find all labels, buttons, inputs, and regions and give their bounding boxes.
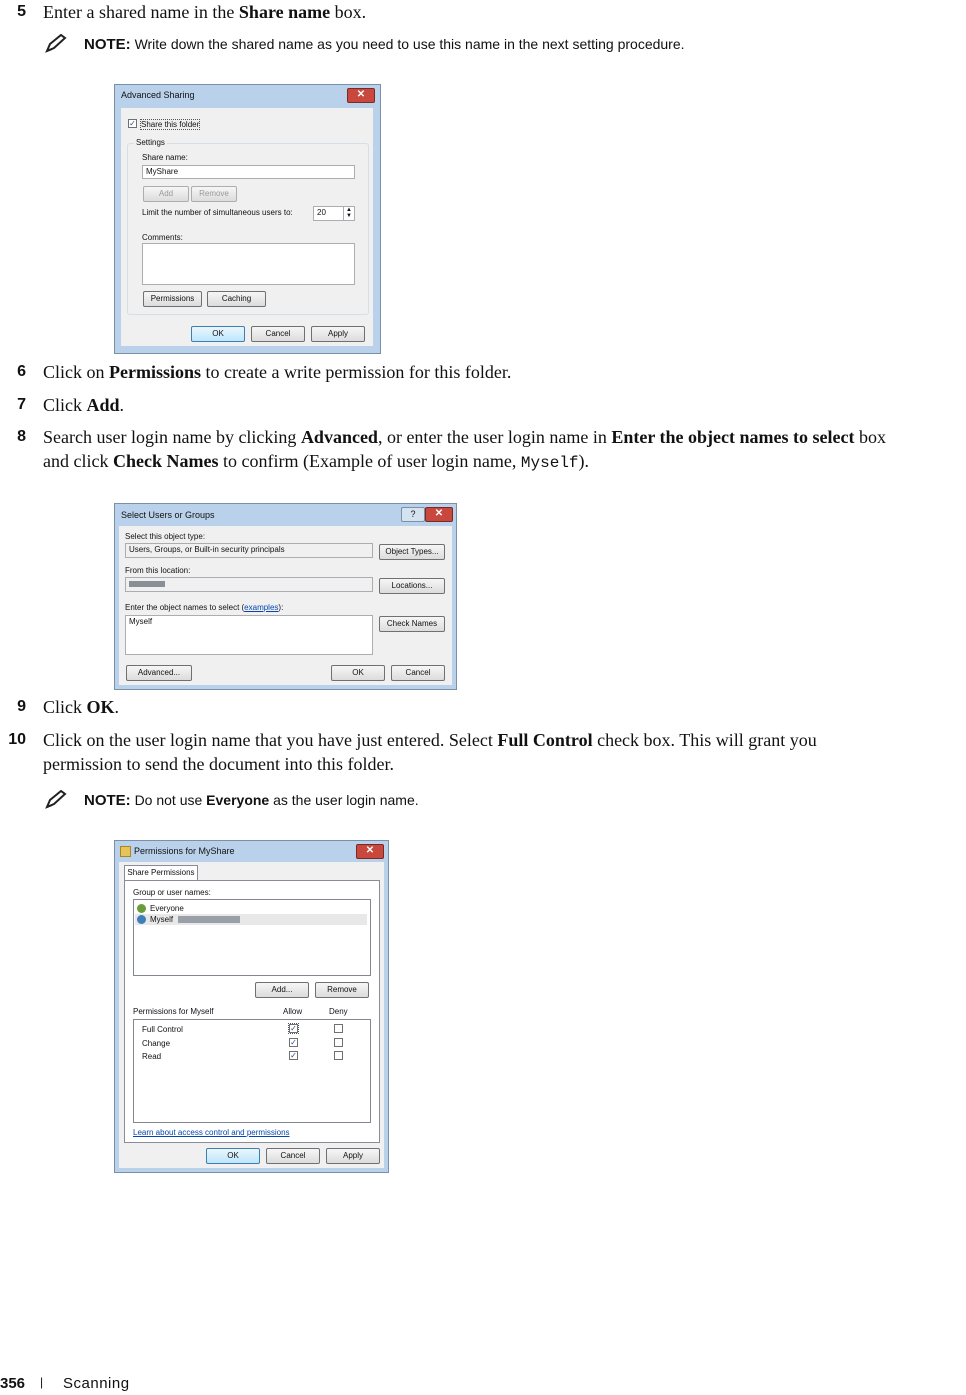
limit-value: 20 (317, 208, 326, 217)
share-folder-label: Share this folder (141, 120, 200, 129)
step-text: Click on the user login name that you have just entered. Select Full Control check box. This will grant you permission to send the document into this folder. (43, 730, 817, 774)
dialog-title: Permissions for MyShare (134, 846, 235, 856)
note-text: Write down the shared name as you need to use this name in the next setting procedure. (134, 36, 685, 52)
step-10 (0, 728, 966, 776)
settings-label: Settings (136, 138, 165, 147)
add-button[interactable]: Add... (255, 982, 309, 998)
folder-icon (120, 846, 131, 857)
location-label: From this location: (125, 566, 191, 575)
blurred-account (178, 916, 240, 923)
names-label: Enter the object names to select (examples): (125, 603, 284, 612)
step-number: 7 (17, 396, 26, 413)
examples-link[interactable]: examples (244, 603, 279, 612)
check-names-button[interactable]: Check Names (379, 616, 445, 632)
blurred-location (129, 581, 165, 587)
section-name: Scanning (63, 1375, 130, 1392)
step-number: 6 (17, 363, 26, 380)
comments-textarea[interactable] (142, 243, 355, 285)
object-types-button[interactable]: Object Types... (379, 544, 445, 560)
dialog-title: Advanced Sharing (121, 90, 195, 100)
cancel-button[interactable]: Cancel (391, 665, 445, 681)
pencil-icon (44, 790, 68, 810)
change-deny-checkbox[interactable] (334, 1038, 343, 1047)
everyone-term: Everyone (206, 792, 270, 808)
full-control-allow-checkbox[interactable]: ✓ (290, 1024, 297, 1033)
spinner-arrows-icon[interactable]: ▲ ▼ (343, 207, 354, 220)
step-8 (0, 425, 966, 473)
step-text: Enter a shared name in the Share name box. (43, 2, 367, 22)
perm-change: Change (142, 1039, 171, 1048)
object-type-field: Users, Groups, or Built-in security principals (125, 543, 373, 558)
help-icon[interactable]: ? (401, 507, 425, 522)
list-item[interactable]: Myself (135, 914, 367, 925)
users-icon (137, 904, 146, 913)
change-allow-checkbox[interactable]: ✓ (290, 1038, 297, 1047)
permissions-dialog (114, 840, 389, 1173)
apply-button[interactable]: Apply (311, 326, 365, 342)
step-number: 5 (17, 3, 26, 20)
group-label: Group or user names: (133, 888, 211, 897)
step-text: Click OK. (43, 697, 120, 717)
step-text: Click on Permissions to create a write permission for this folder. (43, 362, 512, 382)
step-number: 10 (8, 731, 26, 748)
names-input[interactable]: Myself (125, 615, 373, 655)
permissions-label: Permissions for Myself (133, 1007, 214, 1016)
allow-header: Allow (283, 1007, 303, 1016)
perm-full-control: Full Control (142, 1025, 183, 1034)
deny-header: Deny (329, 1007, 348, 1016)
caching-button[interactable]: Caching (207, 291, 266, 307)
cancel-button[interactable]: Cancel (266, 1148, 320, 1164)
remove-button[interactable]: Remove (315, 982, 369, 998)
read-allow-checkbox[interactable]: ✓ (290, 1051, 297, 1060)
full-control-deny-checkbox[interactable] (334, 1024, 343, 1033)
pencil-icon (44, 34, 68, 54)
step-text: Click Add. (43, 395, 125, 415)
share-folder-checkbox[interactable]: ✓ (129, 119, 136, 128)
tab-share-permissions[interactable]: Share Permissions (124, 865, 198, 881)
user-icon (137, 915, 146, 924)
close-icon[interactable]: ✕ (356, 844, 384, 859)
location-field (125, 577, 373, 592)
locations-button[interactable]: Locations... (379, 578, 445, 594)
access-control-link[interactable]: Learn about access control and permissions (133, 1128, 290, 1137)
advanced-button[interactable]: Advanced... (126, 665, 192, 681)
step-number: 8 (17, 428, 26, 445)
select-users-dialog (114, 503, 457, 690)
title-bar (114, 840, 389, 862)
step-text: Search user login name by clicking Advanced, or enter the user login name in Enter the object names to select box and click Check Names to confirm (Example of user login name, Myself). (43, 427, 886, 472)
read-deny-checkbox[interactable] (334, 1051, 343, 1060)
close-icon[interactable]: ✕ (347, 88, 375, 103)
close-icon[interactable]: ✕ (425, 507, 453, 522)
ok-button[interactable]: OK (331, 665, 385, 681)
title-bar (114, 84, 381, 106)
cancel-button[interactable]: Cancel (251, 326, 305, 342)
page-footer (0, 1375, 130, 1392)
note-label: NOTE: (84, 792, 131, 809)
remove-button[interactable]: Remove (191, 186, 237, 202)
note-label: NOTE: (84, 36, 131, 53)
limit-spinner[interactable] (313, 206, 355, 221)
permissions-button[interactable]: Permissions (143, 291, 202, 307)
step-number: 9 (17, 698, 26, 715)
advanced-sharing-dialog (114, 84, 381, 354)
object-type-label: Select this object type: (125, 532, 206, 541)
share-name-input[interactable]: MyShare (142, 165, 355, 179)
ok-button[interactable]: OK (206, 1148, 260, 1164)
footer-separator: | (40, 1375, 44, 1389)
note-1 (44, 36, 944, 56)
share-name-label: Share name: (142, 153, 188, 162)
perm-read: Read (142, 1052, 162, 1061)
limit-label: Limit the number of simultaneous users to: (142, 208, 293, 217)
add-button[interactable]: Add (143, 186, 189, 202)
apply-button[interactable]: Apply (326, 1148, 380, 1164)
page-number: 356 (0, 1375, 26, 1392)
users-list: Everyone Myself (133, 899, 371, 976)
ok-button[interactable]: OK (191, 326, 245, 342)
comments-label: Comments: (142, 233, 183, 242)
title-bar (114, 503, 457, 525)
note-2: NOTE: Do not use Everyone as the user login name. (44, 792, 644, 812)
permissions-list (133, 1019, 371, 1123)
dialog-title: Select Users or Groups (121, 510, 215, 520)
